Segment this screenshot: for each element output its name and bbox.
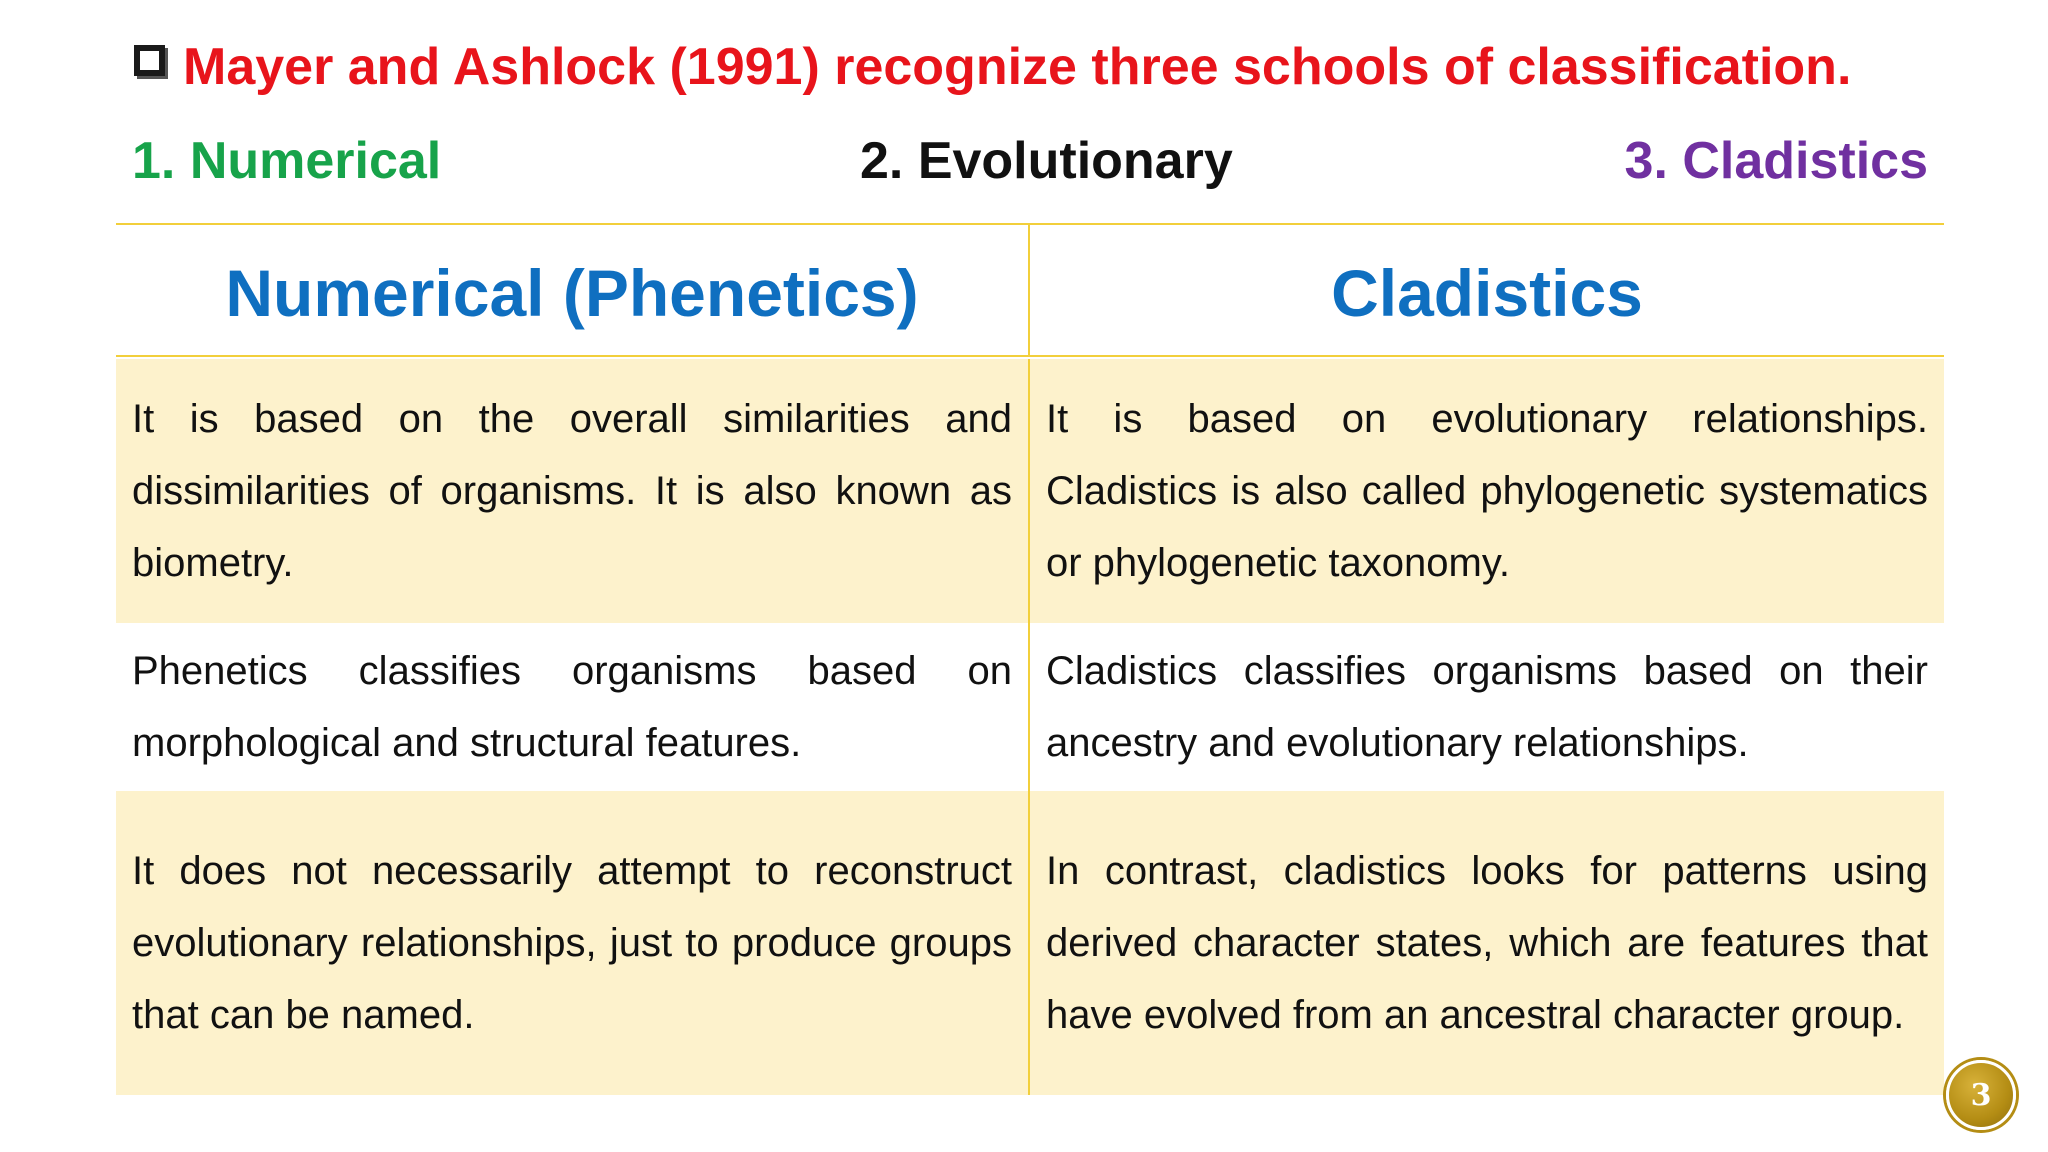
school-evolutionary: 2. Evolutionary	[860, 132, 1233, 190]
header-cell-cladistics	[1030, 225, 1944, 355]
cell-text: Cladistics classifies organisms based on their ancestry and evolutionary relationships.	[1046, 649, 1928, 765]
column-header-numerical: Numerical (Phenetics)	[225, 256, 919, 330]
cell-text: It does not necessarily attempt to reconstruct evolutionary relationships, just to produce groups that can be named.	[132, 849, 1012, 1037]
comparison-table	[116, 223, 1944, 1095]
page-number: 3	[1970, 1077, 1992, 1113]
table-header-row	[116, 225, 1944, 357]
table-cell-numerical	[116, 623, 1030, 791]
square-bullet-icon	[134, 45, 165, 76]
header-cell-numerical	[116, 225, 1030, 355]
table-cell-cladistics	[1030, 791, 1944, 1095]
slide-heading	[134, 30, 1851, 104]
cell-text: In contrast, cladistics looks for patterns using derived character states, which are features that have evolved from an ancestral character group.	[1046, 849, 1928, 1037]
school-cladistics: 3. Cladistics	[1624, 132, 1928, 190]
table-cell-numerical	[116, 359, 1030, 623]
page-number-badge	[1946, 1060, 2016, 1130]
school-numerical: 1. Numerical	[132, 132, 442, 190]
table-row	[116, 623, 1944, 791]
column-header-cladistics: Cladistics	[1331, 256, 1643, 330]
cell-text: Phenetics classifies organisms based on morphological and structural features.	[132, 649, 1012, 765]
table-cell-cladistics	[1030, 359, 1944, 623]
table-row	[116, 359, 1944, 623]
cell-text: It is based on evolutionary relationships. Cladistics is also called phylogenetic systematics or phylogenetic taxonomy.	[1046, 397, 1928, 585]
table-cell-numerical	[116, 791, 1030, 1095]
table-cell-cladistics	[1030, 623, 1944, 791]
table-row	[116, 791, 1944, 1095]
cell-text: It is based on the overall similarities and dissimilarities of organisms. It is also known as biometry.	[132, 397, 1012, 585]
heading-text: Mayer and Ashlock (1991) recognize three schools of classification.	[183, 38, 1852, 96]
